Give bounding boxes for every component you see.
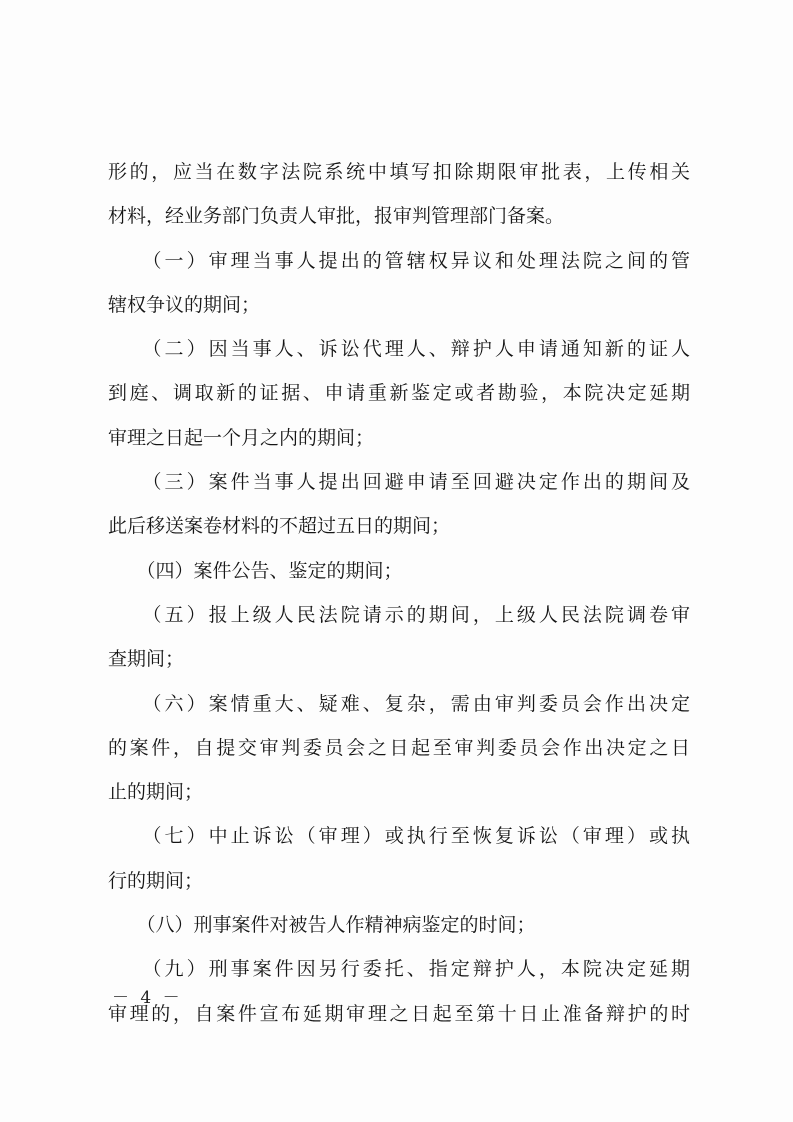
text-line: 材料，经业务部门负责人审批，报审判管理部门备案。 <box>108 205 565 228</box>
text-line: 行的期间； <box>108 869 204 892</box>
text-line: （九）刑事案件因另行委托、指定辩护人，本院决定延期 <box>108 958 690 981</box>
text-line: （八）刑事案件对被告人作精神病鉴定的时间； <box>108 914 536 937</box>
page-number: － 4 － <box>112 988 183 1008</box>
text-line: （二）因当事人、诉讼代理人、辩护人申请通知新的证人 <box>108 338 690 361</box>
text-line: 审理之日起一个月之内的期间； <box>108 426 375 449</box>
text-line: 止的期间； <box>108 781 204 804</box>
text-line: 查期间； <box>108 648 185 671</box>
document-body <box>108 150 690 1036</box>
text-line: （六）案情重大、疑难、复杂，需由审判委员会作出决定 <box>108 692 690 715</box>
text-line: （四）案件公告、鉴定的期间； <box>108 559 403 582</box>
text-line: 到庭、调取新的证据、申请重新鉴定或者勘验，本院决定延期 <box>108 382 690 405</box>
text-line: 辖权争议的期间； <box>108 293 261 316</box>
text-line: 此后移送案卷材料的不超过五日的期间； <box>108 515 451 538</box>
text-line: 的案件，自提交审判委员会之日起至审判委员会作出决定之日 <box>108 736 690 759</box>
text-line: （七）中止诉讼（审理）或执行至恢复诉讼（审理）或执 <box>108 825 690 848</box>
text-line: （一）审理当事人提出的管辖权异议和处理法院之间的管 <box>108 249 690 272</box>
text-line: （三）案件当事人提出回避申请至回避决定作出的期间及 <box>108 471 690 494</box>
text-line: （五）报上级人民法院请示的期间，上级人民法院调卷审 <box>108 603 690 626</box>
text-line: 审理的，自案件宣布延期审理之日起至第十日止准备辩护的时 <box>108 1002 690 1025</box>
text-line: 形的，应当在数字法院系统中填写扣除期限审批表，上传相关 <box>108 161 690 183</box>
